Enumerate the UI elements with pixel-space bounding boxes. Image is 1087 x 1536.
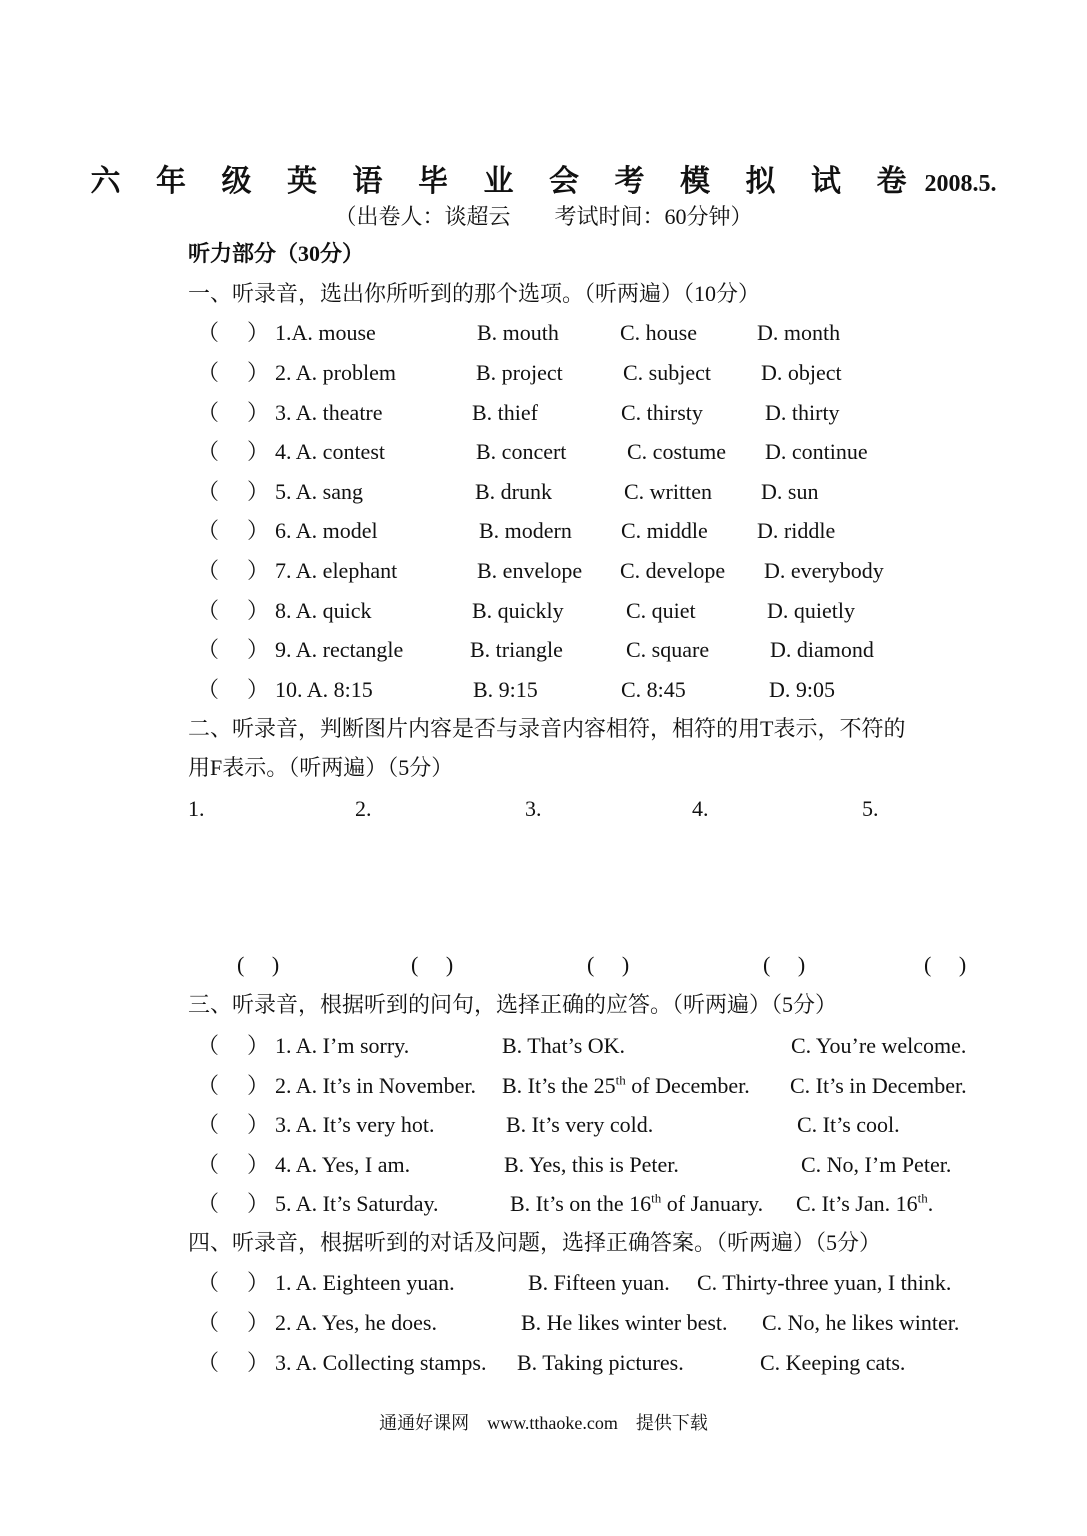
q1-10-option-b: B. 9:15 [473, 677, 538, 702]
q1-10-option-a: 10. A. 8:15 [275, 677, 373, 702]
answer-bracket-open: （ [197, 1270, 220, 1295]
q1-2-option-b: B. project [476, 360, 563, 385]
q3-3-option-c: C. It’s cool. [797, 1112, 900, 1137]
q4-1-option-a: 1. A. Eighteen yuan. [275, 1270, 455, 1295]
q1-7-option-b: B. envelope [477, 558, 583, 583]
q1-3-option-b: B. thief [472, 400, 538, 425]
q3-2-option-b: B. It’s the 25th of December. [502, 1072, 750, 1098]
q1-5-option-d: D. sun [761, 479, 819, 504]
q1-1-option-c: C. house [620, 320, 697, 345]
exam-subtitle: （出卷人：谈超云 考试时间：60分钟） [334, 204, 753, 229]
q1-7-option-d: D. everybody [764, 558, 884, 583]
q1-8-option-b: B. quickly [472, 598, 564, 623]
answer-bracket-open: （ [197, 1350, 220, 1375]
q3-2-option-a: 2. A. It’s in November. [275, 1073, 477, 1098]
answer-slot-4: ( ) [763, 952, 806, 977]
q1-9-option-d: D. diamond [770, 637, 874, 662]
q4-2-option-a: 2. A. Yes, he does. [275, 1310, 437, 1335]
picture-number-4: 4. [692, 796, 709, 821]
q3-1-option-c: C. You’re welcome. [791, 1033, 967, 1058]
picture-number-5: 5. [862, 796, 879, 821]
picture-number-2: 2. [355, 796, 372, 821]
q3-2-option-c: C. It’s in December. [790, 1073, 967, 1098]
section2-heading-line1: 二、听录音，判断图片内容是否与录音内容相符，相符的用T表示，不符的 [188, 716, 906, 741]
answer-slot-3: ( ) [587, 952, 630, 977]
exam-date: 2008.5. [924, 171, 997, 197]
answer-bracket-open: （ [197, 558, 220, 583]
q1-2-option-c: C. subject [623, 360, 711, 385]
answer-bracket-close: ） [247, 439, 270, 464]
answer-bracket-open: （ [197, 1112, 220, 1137]
q3-3-option-b: B. It’s very cold. [506, 1112, 654, 1137]
section4-heading: 四、听录音，根据听到的对话及问题，选择正确答案。（听两遍）（5分） [188, 1230, 882, 1255]
answer-bracket-open: （ [197, 360, 220, 385]
q3-4-option-c: C. No, I’m Peter. [801, 1152, 952, 1177]
answer-bracket-open: （ [197, 598, 220, 623]
q3-5-option-c: C. It’s Jan. 16th. [796, 1190, 934, 1216]
answer-bracket-open: （ [197, 1152, 220, 1177]
answer-bracket-close: ） [247, 637, 270, 662]
answer-slot-5: ( ) [924, 952, 967, 977]
q4-2-option-b: B. He likes winter best. [521, 1310, 728, 1335]
q1-7-option-c: C. develope [620, 558, 726, 583]
q4-1-option-c: C. Thirty-three yuan, I think. [697, 1270, 952, 1295]
answer-bracket-open: （ [197, 479, 220, 504]
answer-bracket-close: ） [247, 1152, 270, 1177]
q1-2-option-d: D. object [761, 360, 842, 385]
section2-heading-line2: 用F表示。（听两遍）（5分） [188, 755, 454, 780]
answer-bracket-close: ） [247, 320, 270, 345]
answer-bracket-close: ） [247, 558, 270, 583]
answer-slot-2: ( ) [411, 952, 454, 977]
q1-3-option-c: C. thirsty [621, 400, 703, 425]
q1-8-option-a: 8. A. quick [275, 598, 372, 623]
q1-1-option-b: B. mouth [477, 320, 559, 345]
answer-bracket-close: ） [247, 598, 270, 623]
section3-heading: 三、听录音，根据听到的问句，选择正确的应答。（听两遍）（5分） [188, 992, 838, 1017]
answer-bracket-close: ） [247, 400, 270, 425]
answer-bracket-close: ） [247, 1270, 270, 1295]
answer-bracket-close: ） [247, 1310, 270, 1335]
q1-3-option-d: D. thirty [765, 400, 840, 425]
q3-5-option-b: B. It’s on the 16th of January. [510, 1190, 764, 1216]
q1-6-option-a: 6. A. model [275, 518, 378, 543]
q1-9-option-b: B. triangle [470, 637, 563, 662]
answer-bracket-close: ） [247, 677, 270, 702]
q4-1-option-b: B. Fifteen yuan. [528, 1270, 670, 1295]
q3-4-option-b: B. Yes, this is Peter. [504, 1152, 679, 1177]
answer-bracket-close: ） [247, 518, 270, 543]
answer-bracket-close: ） [247, 1073, 270, 1098]
answer-bracket-open: （ [197, 400, 220, 425]
q1-2-option-a: 2. A. problem [275, 360, 396, 385]
q1-10-option-c: C. 8:45 [621, 677, 686, 702]
q1-5-option-a: 5. A. sang [275, 479, 363, 504]
q3-4-option-a: 4. A. Yes, I am. [275, 1152, 411, 1177]
q4-3-option-b: B. Taking pictures. [517, 1350, 684, 1375]
q4-2-option-c: C. No, he likes winter. [762, 1310, 960, 1335]
q1-6-option-b: B. modern [479, 518, 572, 543]
q1-1-option-d: D. month [757, 320, 841, 345]
listening-heading: 听力部分（30分） [188, 241, 365, 266]
answer-bracket-open: （ [197, 1191, 220, 1216]
q4-3-option-a: 3. A. Collecting stamps. [275, 1350, 487, 1375]
answer-bracket-open: （ [197, 518, 220, 543]
q1-10-option-d: D. 9:05 [769, 677, 835, 702]
q3-3-option-a: 3. A. It’s very hot. [275, 1112, 435, 1137]
q1-5-option-b: B. drunk [475, 479, 552, 504]
answer-bracket-open: （ [197, 637, 220, 662]
answer-bracket-open: （ [197, 320, 220, 345]
q1-4-option-a: 4. A. contest [275, 439, 385, 464]
q1-3-option-a: 3. A. theatre [275, 400, 383, 425]
q1-4-option-b: B. concert [476, 439, 567, 464]
picture-number-1: 1. [188, 796, 205, 821]
q1-4-option-c: C. costume [627, 439, 726, 464]
answer-bracket-open: （ [197, 1033, 220, 1058]
answer-bracket-close: ） [247, 1112, 270, 1137]
q1-8-option-c: C. quiet [626, 598, 696, 623]
q1-6-option-d: D. riddle [757, 518, 836, 543]
picture-number-3: 3. [525, 796, 542, 821]
footer-source: 通通好课网 www.tthaoke.com 提供下载 [379, 1413, 708, 1433]
q1-9-option-a: 9. A. rectangle [275, 637, 404, 662]
answer-bracket-close: ） [247, 360, 270, 385]
answer-bracket-open: （ [197, 1310, 220, 1335]
answer-bracket-close: ） [247, 1191, 270, 1216]
q1-9-option-c: C. square [626, 637, 710, 662]
q1-7-option-a: 7. A. elephant [275, 558, 398, 583]
answer-bracket-close: ） [247, 1350, 270, 1375]
q1-8-option-d: D. quietly [767, 598, 855, 623]
q1-4-option-d: D. continue [765, 439, 868, 464]
answer-bracket-open: （ [197, 1073, 220, 1098]
answer-bracket-close: ） [247, 1033, 270, 1058]
q3-5-option-a: 5. A. It’s Saturday. [275, 1191, 439, 1216]
q4-3-option-c: C. Keeping cats. [760, 1350, 906, 1375]
q1-6-option-c: C. middle [621, 518, 708, 543]
q3-1-option-b: B. That’s OK. [502, 1033, 626, 1058]
page-title: 六 年 级 英 语 毕 业 会 考 模 拟 试 卷 2008.5. [90, 165, 997, 198]
section1-heading: 一、听录音，选出你所听到的那个选项。（听两遍）（10分） [188, 281, 761, 306]
answer-bracket-open: （ [197, 677, 220, 702]
answer-bracket-close: ） [247, 479, 270, 504]
answer-slot-1: ( ) [237, 952, 280, 977]
answer-bracket-open: （ [197, 439, 220, 464]
q1-5-option-c: C. written [624, 479, 712, 504]
q1-1-option-a: 1.A. mouse [275, 320, 376, 345]
q3-1-option-a: 1. A. I’m sorry. [275, 1033, 410, 1058]
